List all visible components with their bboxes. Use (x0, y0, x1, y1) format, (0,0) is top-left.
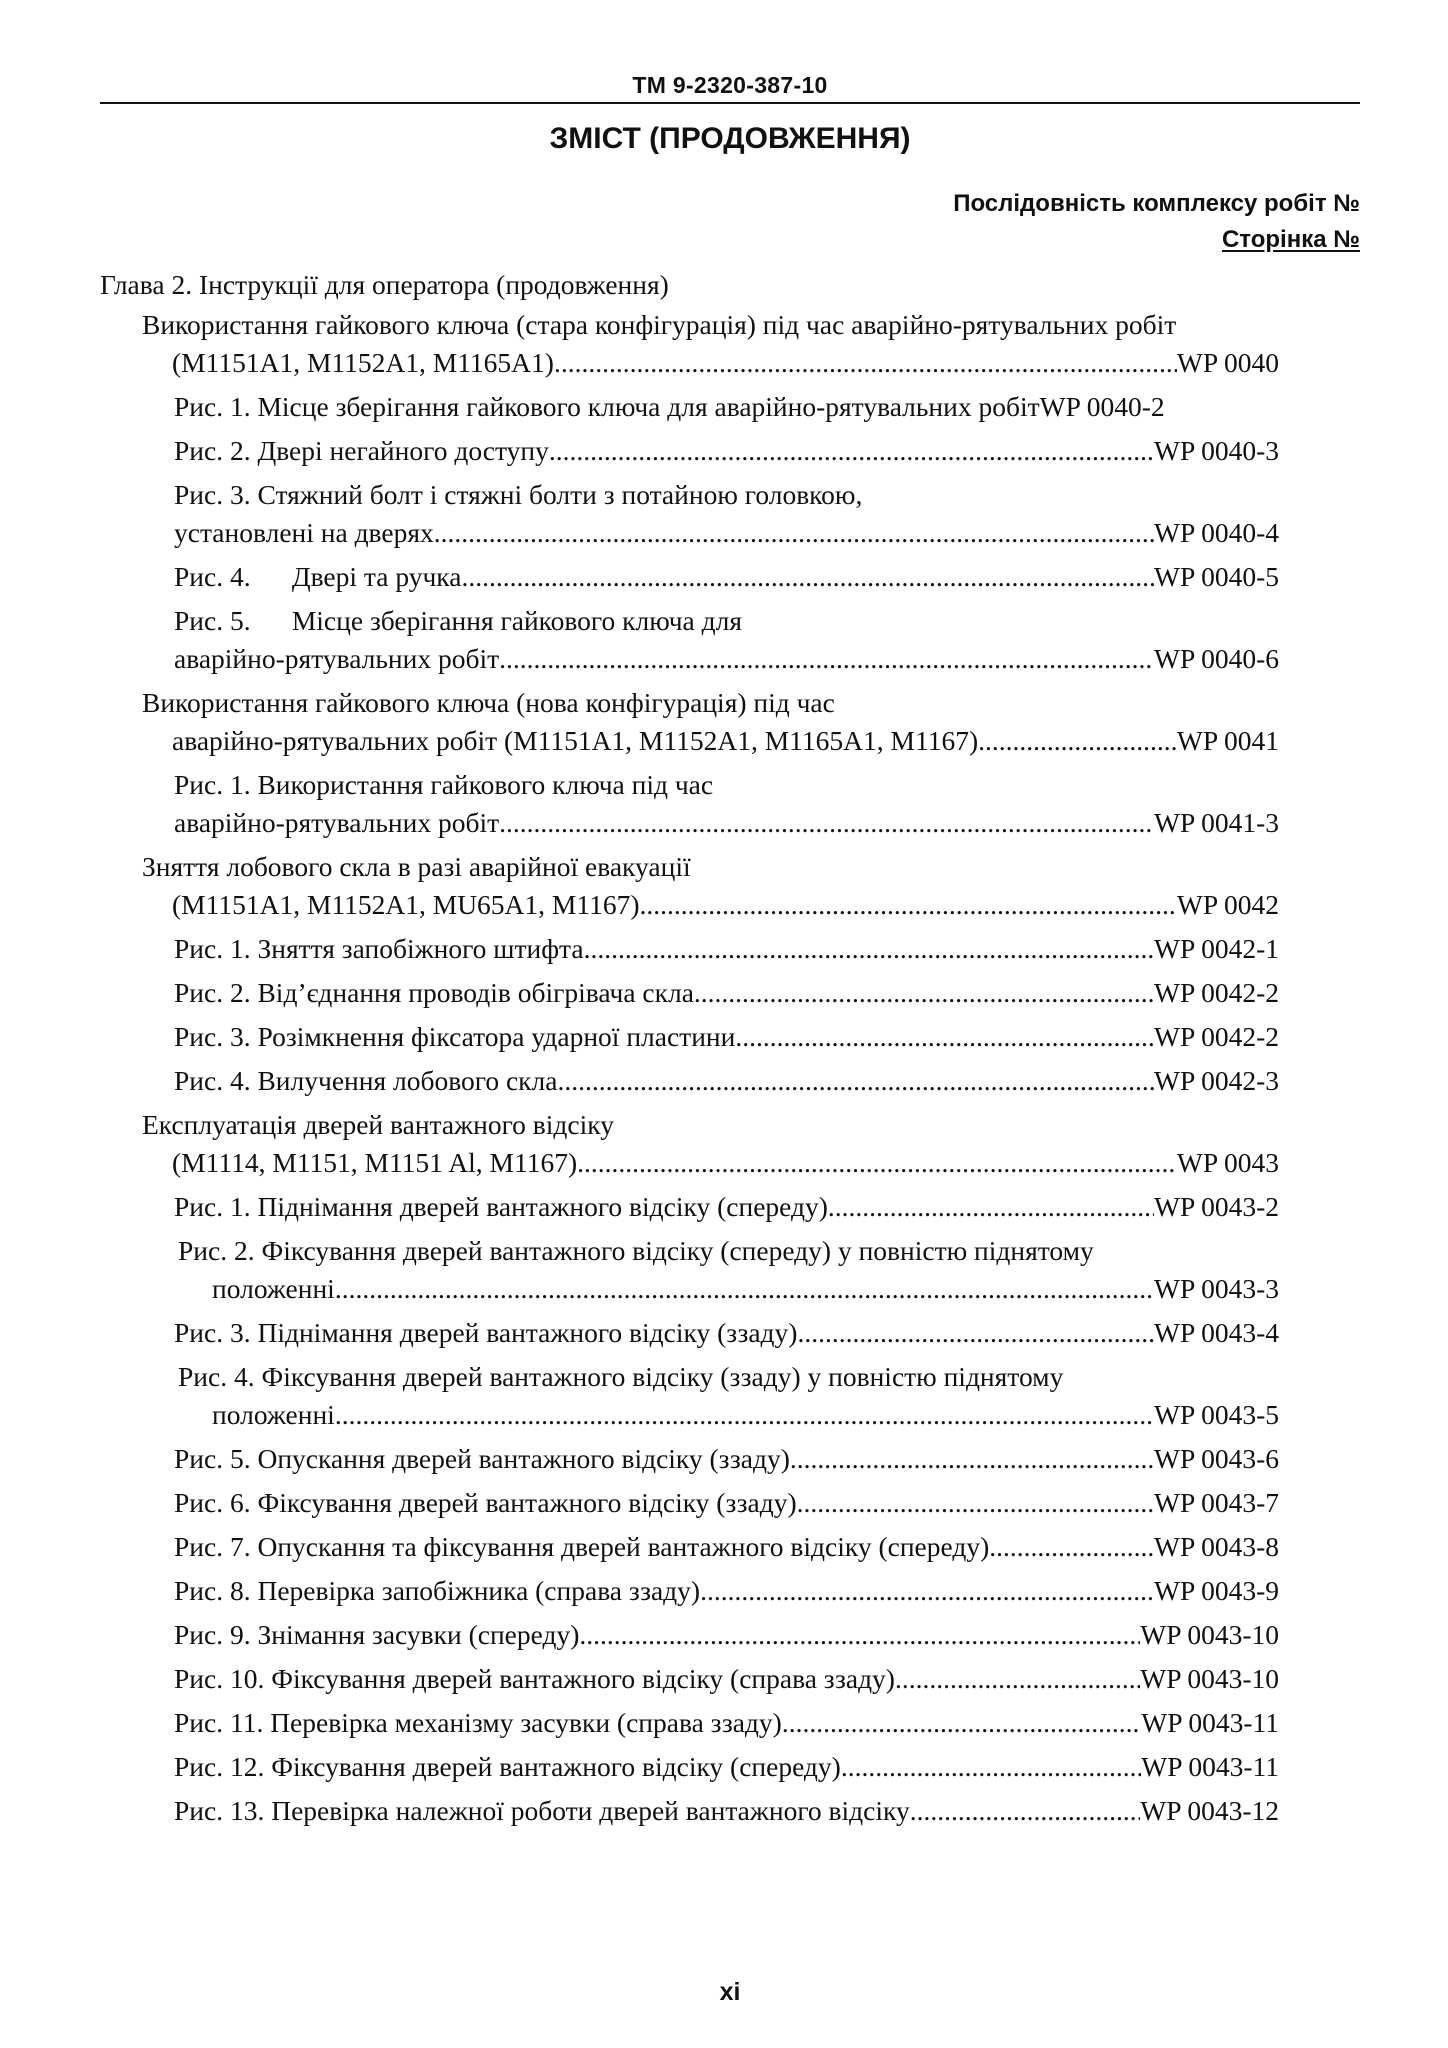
toc-entry-label: Рис. 3. Розімкнення фіксатора ударної пластини (174, 1021, 736, 1052)
toc-entry[interactable] (174, 1748, 1279, 1786)
toc-entry-label: Рис. 8. Перевірка запобіжника (справа ззаду) (174, 1575, 701, 1606)
toc-entry[interactable] (174, 974, 1279, 1012)
toc-entry[interactable] (174, 1528, 1279, 1566)
dot-leader (694, 974, 1154, 1012)
toc-entry[interactable] (174, 1660, 1279, 1698)
toc-entry[interactable] (174, 930, 1279, 968)
chapter-heading: Глава 2. Інструкції для оператора (продовження) (100, 269, 669, 300)
toc-entry-page: WP 0043-11 (1141, 1751, 1279, 1782)
dot-leader (735, 1018, 1154, 1056)
dot-leader (557, 1062, 1154, 1100)
toc-entry[interactable] (212, 1270, 1279, 1308)
dot-leader (584, 930, 1154, 968)
toc-entry-label: Рис. 5. Опускання дверей вантажного відсіку (ззаду) (174, 1443, 790, 1474)
dot-leader (790, 1440, 1154, 1478)
toc-entry-page: WP 0042-2 (1153, 977, 1279, 1008)
toc-entry[interactable] (174, 1018, 1279, 1056)
toc-entry[interactable] (174, 558, 1279, 596)
toc-entry[interactable] (174, 1188, 1279, 1226)
toc-entry[interactable] (174, 1616, 1279, 1654)
toc-entry-page: WP 0040-4 (1153, 517, 1279, 548)
toc-entry-label: Рис. 1. Місце зберігання гайкового ключа для аварійно-рятувальних робіт (174, 391, 1040, 422)
toc-entry-label: Рис. 1. Використання гайкового ключа під час (174, 769, 714, 800)
dot-leader (841, 1748, 1141, 1786)
dot-leader (895, 1660, 1140, 1698)
toc-entry-page: WP 0043-8 (1153, 1531, 1279, 1562)
toc-entry-page: WP 0042-2 (1153, 1021, 1279, 1052)
toc-entry-label: аварійно-рятувальних робіт (174, 643, 500, 674)
toc-entry[interactable] (172, 1144, 1279, 1182)
toc-entry-label: Рис. 6. Фіксування дверей вантажного відсіку (ззаду) (174, 1487, 797, 1518)
toc-entry-label: Рис. 7. Опускання та фіксування дверей вантажного відсіку (спереду) (174, 1531, 990, 1562)
toc-section-title: Зняття лобового скла в разі аварійної евакуації (142, 851, 691, 882)
dot-leader (499, 640, 1154, 678)
toc-entry-page: WP 0043-9 (1153, 1575, 1279, 1606)
toc-entry[interactable] (172, 886, 1279, 924)
page-title: ЗМІСТ (ПРОДОВЖЕННЯ) (549, 122, 911, 155)
dot-leader (499, 804, 1154, 842)
page-number-footer: xi (719, 1978, 741, 2006)
toc-entry-label: (M1114, M1151, M1151 Al, M1167) (172, 1147, 578, 1178)
toc-entry-page: WP 0043-6 (1153, 1443, 1279, 1474)
toc-entry-page: WP 0043-11 (1141, 1707, 1279, 1738)
column-heading-sequence: Послідовність комплексу робіт № (953, 190, 1360, 217)
toc-entry-page: WP 0041 (1176, 725, 1279, 756)
dot-leader (577, 1144, 1177, 1182)
toc-entry-page: WP 0043-12 (1140, 1795, 1279, 1826)
toc-entry[interactable] (174, 1062, 1279, 1100)
toc-entry-label: аварійно-рятувальних робіт (M1151A1, M1152A1, M1165A1, M1167) (172, 725, 979, 756)
toc-entry[interactable] (172, 344, 1279, 382)
toc-entry-page: WP 0041-3 (1153, 807, 1279, 838)
dot-leader (335, 1270, 1154, 1308)
toc-entry[interactable] (174, 1792, 1279, 1830)
toc-entry[interactable] (174, 388, 1165, 426)
toc-entry[interactable] (174, 1314, 1279, 1352)
toc-entry[interactable] (174, 432, 1279, 470)
toc-entry-label: (M1151A1, M1152A1, MU65A1, M1167) (172, 889, 640, 920)
toc-entry-label: Рис. 12. Фіксування дверей вантажного відсіку (спереду) (174, 1751, 841, 1782)
toc-entry[interactable] (174, 1704, 1279, 1742)
toc-entry[interactable] (212, 1396, 1279, 1434)
toc-entry-page: WP 0042-3 (1153, 1065, 1279, 1096)
toc-entry[interactable] (174, 1572, 1279, 1610)
toc-entry-page: WP 0043-5 (1153, 1399, 1279, 1430)
dot-leader (797, 1314, 1154, 1352)
toc-entry-label: Рис. 2. Фіксування дверей вантажного відсіку (спереду) у повністю піднятому (178, 1235, 1094, 1266)
toc-entry-label: аварійно-рятувальних робіт (174, 807, 500, 838)
document-number-header: TM 9-2320-387-10 (632, 72, 828, 98)
dot-leader (549, 432, 1154, 470)
toc-entry-label: Рис. 1. Піднімання дверей вантажного відсіку (спереду) (174, 1191, 828, 1222)
toc-entry-label: Рис. 10. Фіксування дверей вантажного відсіку (справа ззаду) (174, 1663, 895, 1694)
dot-leader (700, 1572, 1154, 1610)
toc-entry-page: WP 0040-5 (1153, 561, 1279, 592)
toc-entry-label: Рис. 3. Стяжний болт і стяжні болти з потайною головкою, (174, 479, 863, 510)
dot-leader (828, 1188, 1154, 1226)
toc-entry-label: Рис. 13. Перевірка належної роботи дверей вантажного відсіку (174, 1795, 910, 1826)
toc-entry-label: Рис. 2. Від’єднання проводів обігрівача скла (174, 977, 694, 1008)
toc-entry-page: WP 0040-6 (1153, 643, 1279, 674)
dot-leader (461, 558, 1154, 596)
toc-entry-page: WP 0040 (1176, 347, 1279, 378)
dot-leader (554, 344, 1177, 382)
toc-entry-page: WP 0043-4 (1153, 1317, 1279, 1348)
toc-entry-page: WP 0040-2 (1039, 391, 1165, 422)
toc-entry-label: положенні (212, 1399, 335, 1430)
toc-entry-label: Рис. 3. Піднімання дверей вантажного відсіку (ззаду) (174, 1317, 798, 1348)
toc-entry-page: WP 0043-7 (1153, 1487, 1279, 1518)
toc-entry-label: Рис. 11. Перевірка механізму засувки (справа ззаду) (174, 1707, 782, 1738)
dot-leader (335, 1396, 1154, 1434)
dot-leader (640, 886, 1177, 924)
toc-entry-label: Рис. 2. Двері негайного доступу (174, 435, 549, 466)
toc-entry-label: Рис. 5. Місце зберігання гайкового ключа для (174, 605, 743, 636)
toc-entry-label: Рис. 4. Вилучення лобового скла (174, 1065, 558, 1096)
toc-entry-page: WP 0043-2 (1153, 1191, 1279, 1222)
toc-entry-page: WP 0042 (1176, 889, 1279, 920)
toc-entry[interactable] (174, 804, 1279, 842)
toc-section-title: Використання гайкового ключа (стара конфігурація) під час аварійно-рятувальних робіт (142, 309, 1177, 340)
toc-section-title: Використання гайкового ключа (нова конфігурація) під час (142, 687, 835, 718)
toc-entry-label: Рис. 1. Зняття запобіжного штифта (174, 933, 584, 964)
toc-entry-label: Рис. 9. Знімання засувки (спереду) (174, 1619, 580, 1650)
toc-entry-label: (M1151A1, M1152A1, M1165A1) (172, 347, 554, 378)
dot-leader (434, 514, 1154, 552)
toc-entry[interactable] (174, 514, 1279, 552)
dot-leader (782, 1704, 1141, 1742)
toc-entry[interactable] (174, 1440, 1279, 1478)
dot-leader (910, 1792, 1140, 1830)
toc-section-title: Експлуатація дверей вантажного відсіку (142, 1109, 614, 1140)
toc-entry-page: WP 0043 (1176, 1147, 1279, 1178)
toc-entry-label: положенні (212, 1273, 335, 1304)
toc-entry[interactable] (174, 640, 1279, 678)
toc-entry-page: WP 0043-10 (1140, 1619, 1279, 1650)
toc-entry[interactable] (174, 1484, 1279, 1522)
toc-entry-page: WP 0043-3 (1153, 1273, 1279, 1304)
toc-entry-page: WP 0040-3 (1153, 435, 1279, 466)
dot-leader (579, 1616, 1140, 1654)
dot-leader (797, 1484, 1154, 1522)
toc-entry-page: WP 0042-1 (1153, 933, 1279, 964)
toc-entry[interactable] (172, 722, 1279, 760)
toc-entry-label: Рис. 4. Двері та ручка (174, 561, 462, 592)
dot-leader (989, 1528, 1154, 1566)
toc-entry-label: Рис. 4. Фіксування дверей вантажного відсіку (ззаду) у повністю піднятому (178, 1361, 1064, 1392)
column-heading-page: Сторінка № (1221, 226, 1360, 253)
toc-entry-label: установлені на дверях (174, 517, 434, 548)
dot-leader (978, 722, 1177, 760)
toc-entry-page: WP 0043-10 (1140, 1663, 1279, 1694)
